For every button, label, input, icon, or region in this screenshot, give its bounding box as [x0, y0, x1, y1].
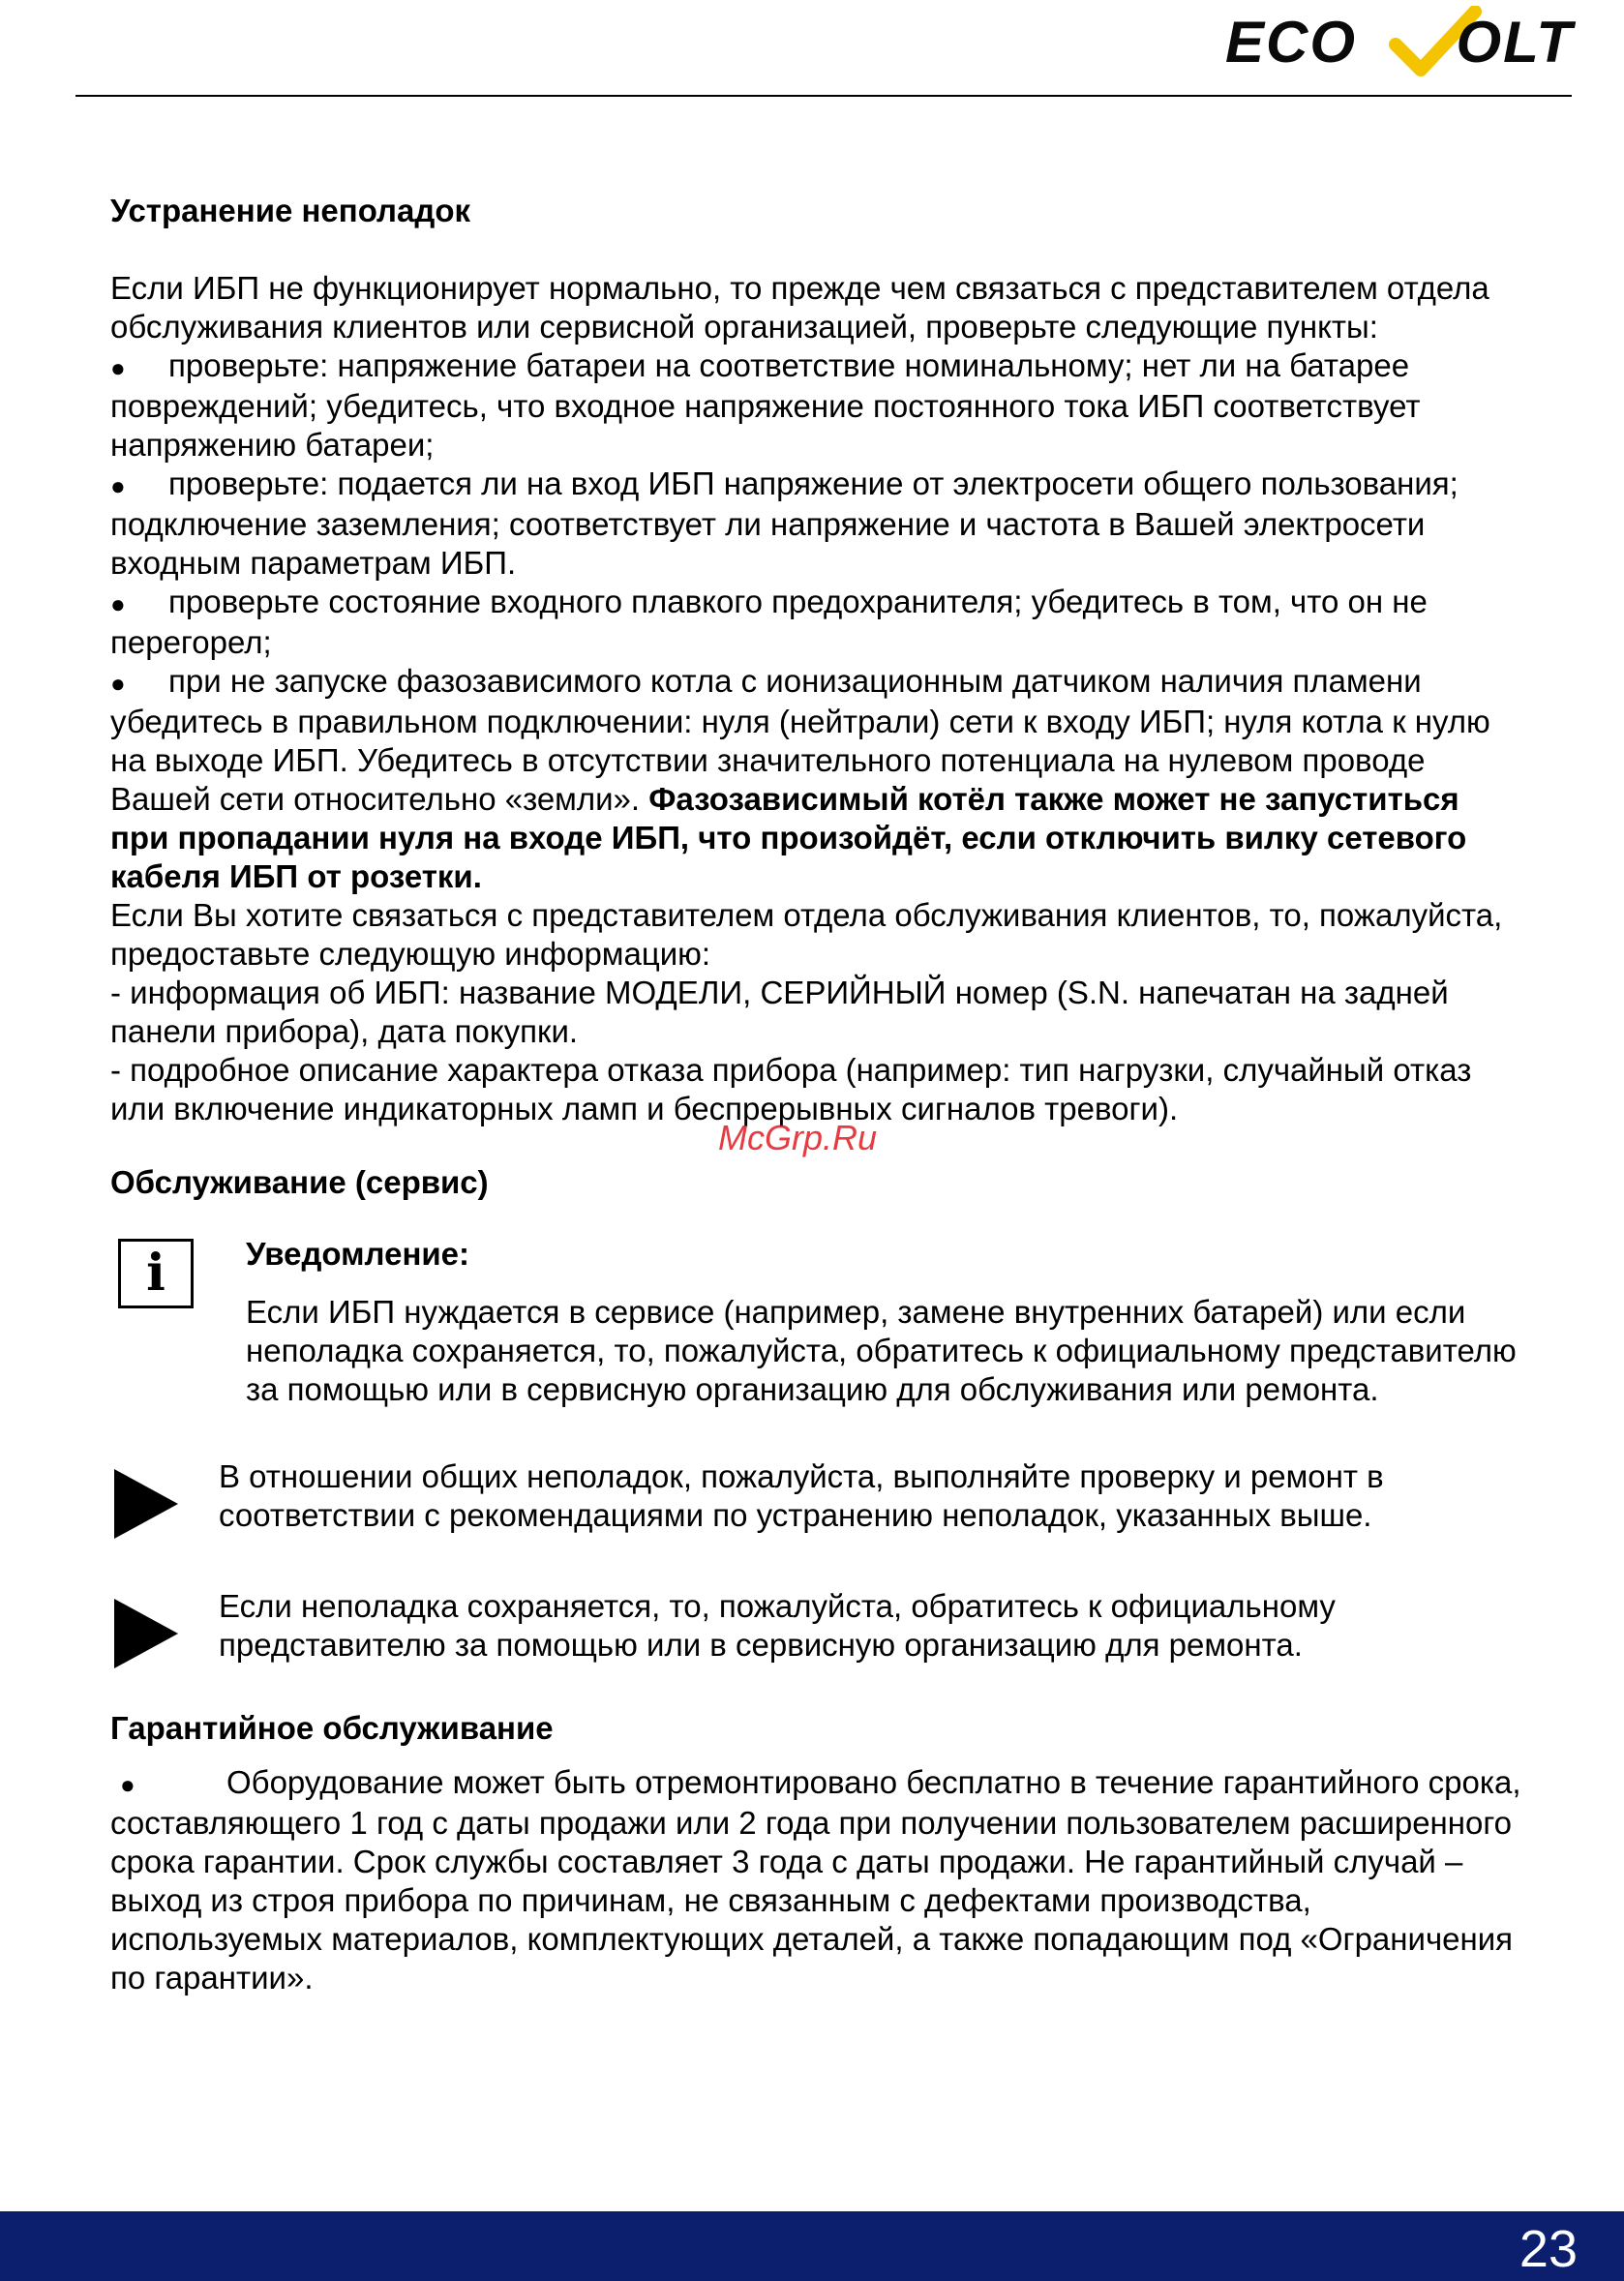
- watermark: McGrp.Ru: [718, 1118, 878, 1157]
- list-item: [110, 465, 1523, 583]
- troubleshooting-intro: Если ИБП не функционирует нормально, то прежде чем связаться с представителем отдела обслуживания клиентов или сервисной организацией, проверьте следующие пункты:: [110, 270, 1489, 345]
- footer-bar: [0, 2211, 1624, 2281]
- troubleshooting-heading: Устранение неполадок: [110, 193, 470, 228]
- page-content: [110, 192, 1523, 1997]
- ups-info-line: - информация об ИБП: название МОДЕЛИ, СЕРИЙНЫЙ номер (S.N. напечатан на задней панели прибора), дата покупки.: [110, 975, 1449, 1049]
- list-item-first-line: проверьте: подается ли на вход ИБП напряжение от электросети общего: [168, 465, 1252, 501]
- warranty-first-line: Оборудование может быть отремонтировано бесплатно в течение: [226, 1764, 1215, 1800]
- list-item: [110, 662, 1523, 896]
- info-icon: i: [118, 1239, 194, 1308]
- list-item: [110, 346, 1523, 465]
- arrow-right-icon: [114, 1469, 178, 1539]
- header-divider: [75, 95, 1572, 97]
- page-number: 23: [1519, 2220, 1578, 2278]
- arrow-item-text: Если неполадка сохраняется, то, пожалуйста, обратитесь к официальному представителю за помощью или в сервисную организацию для ремонта.: [219, 1588, 1336, 1663]
- warranty-text: гарантийного срока, составляющего 1 год с даты продажи или 2 года при получении пользователем расширенного срока гарантии. Срок службы составляет 3 года с даты продажи. Не гарантийный случай – выход из строя прибора по причинам, не связанным с дефектами производства, используемых материалов, комплектующих деталей, а также попадающим под «Ограничения по гарантии».: [110, 1764, 1521, 1996]
- warranty-item: [110, 1763, 1523, 1997]
- service-heading: Обслуживание (сервис): [110, 1164, 489, 1200]
- bullet-icon: ●: [110, 669, 126, 698]
- bullet-icon: ●: [120, 1770, 135, 1799]
- bullet-icon: ●: [110, 471, 126, 500]
- notice-block: [110, 1235, 1523, 1457]
- arrow-right-icon: [114, 1599, 178, 1668]
- bullet-icon: ●: [110, 589, 126, 618]
- warranty-heading: Гарантийное обслуживание: [110, 1710, 554, 1746]
- ecovolt-logo: [1225, 6, 1574, 85]
- contact-info-intro: Если Вы хотите связаться с представителем отдела обслуживания клиентов, то, пожалуйста, предоставьте следующую информацию:: [110, 897, 1503, 972]
- bullet-icon: ●: [110, 353, 126, 382]
- notice-title: Уведомление:: [246, 1236, 469, 1272]
- notice-text: Если ИБП нуждается в сервисе (например, замене внутренних батарей) или если неполадка сохраняется, то, пожалуйста, обратитесь к официальному представителю за помощью или в сервисную организацию для обслуживания или ремонта.: [246, 1294, 1517, 1407]
- arrow-item: [110, 1587, 1523, 1674]
- notice-content: [246, 1235, 1523, 1409]
- list-item-first-line: проверьте состояние входного плавкого предохранителя; убедитесь в том, что он: [168, 584, 1384, 619]
- failure-description-line: - подробное описание характера отказа прибора (например: тип нагрузки, случайный отказ или включение индикаторных ламп и беспрерывных сигналов тревоги).: [110, 1052, 1472, 1126]
- arrow-item: [110, 1457, 1523, 1545]
- list-item-text: пламени убедитесь в правильном подключении: нуля (нейтрали) сети к входу ИБП; нуля котла к нулю на выходе ИБП. Убедитесь в отсутствии значительного потенциала на нулевом проводе Вашей сети относительно «земли».: [110, 663, 1490, 817]
- list-item-text: пользования; подключение заземления; соответствует ли напряжение и частота в Вашей электросети входным параметрам ИБП.: [110, 465, 1459, 581]
- list-item-first-line: проверьте: напряжение батареи на соответствие номинальному; нет ли на: [168, 347, 1280, 383]
- list-item-text: не перегорел;: [110, 584, 1428, 660]
- arrow-item-text: В отношении общих неполадок, пожалуйста, выполняйте проверку и ремонт в соответствии с рекомендациями по устранению неполадок, указанных выше.: [219, 1458, 1384, 1533]
- boiler-warning: Фазозависимый котёл также может не запуститься при пропадании нуля на входе ИБП, что произойдёт, если отключить вилку сетевого кабеля ИБП от розетки.: [110, 781, 1467, 894]
- logo-text-left: ECO: [1225, 10, 1358, 75]
- list-item-first-line: при не запуске фазозависимого котла с ионизационным датчиком наличия: [168, 663, 1284, 699]
- list-item-text: батарее повреждений; убедитесь, что входное напряжение постоянного тока ИБП соответствует напряжению батареи;: [110, 347, 1421, 463]
- list-item: [110, 583, 1523, 662]
- logo-text-right: OLT: [1456, 10, 1574, 75]
